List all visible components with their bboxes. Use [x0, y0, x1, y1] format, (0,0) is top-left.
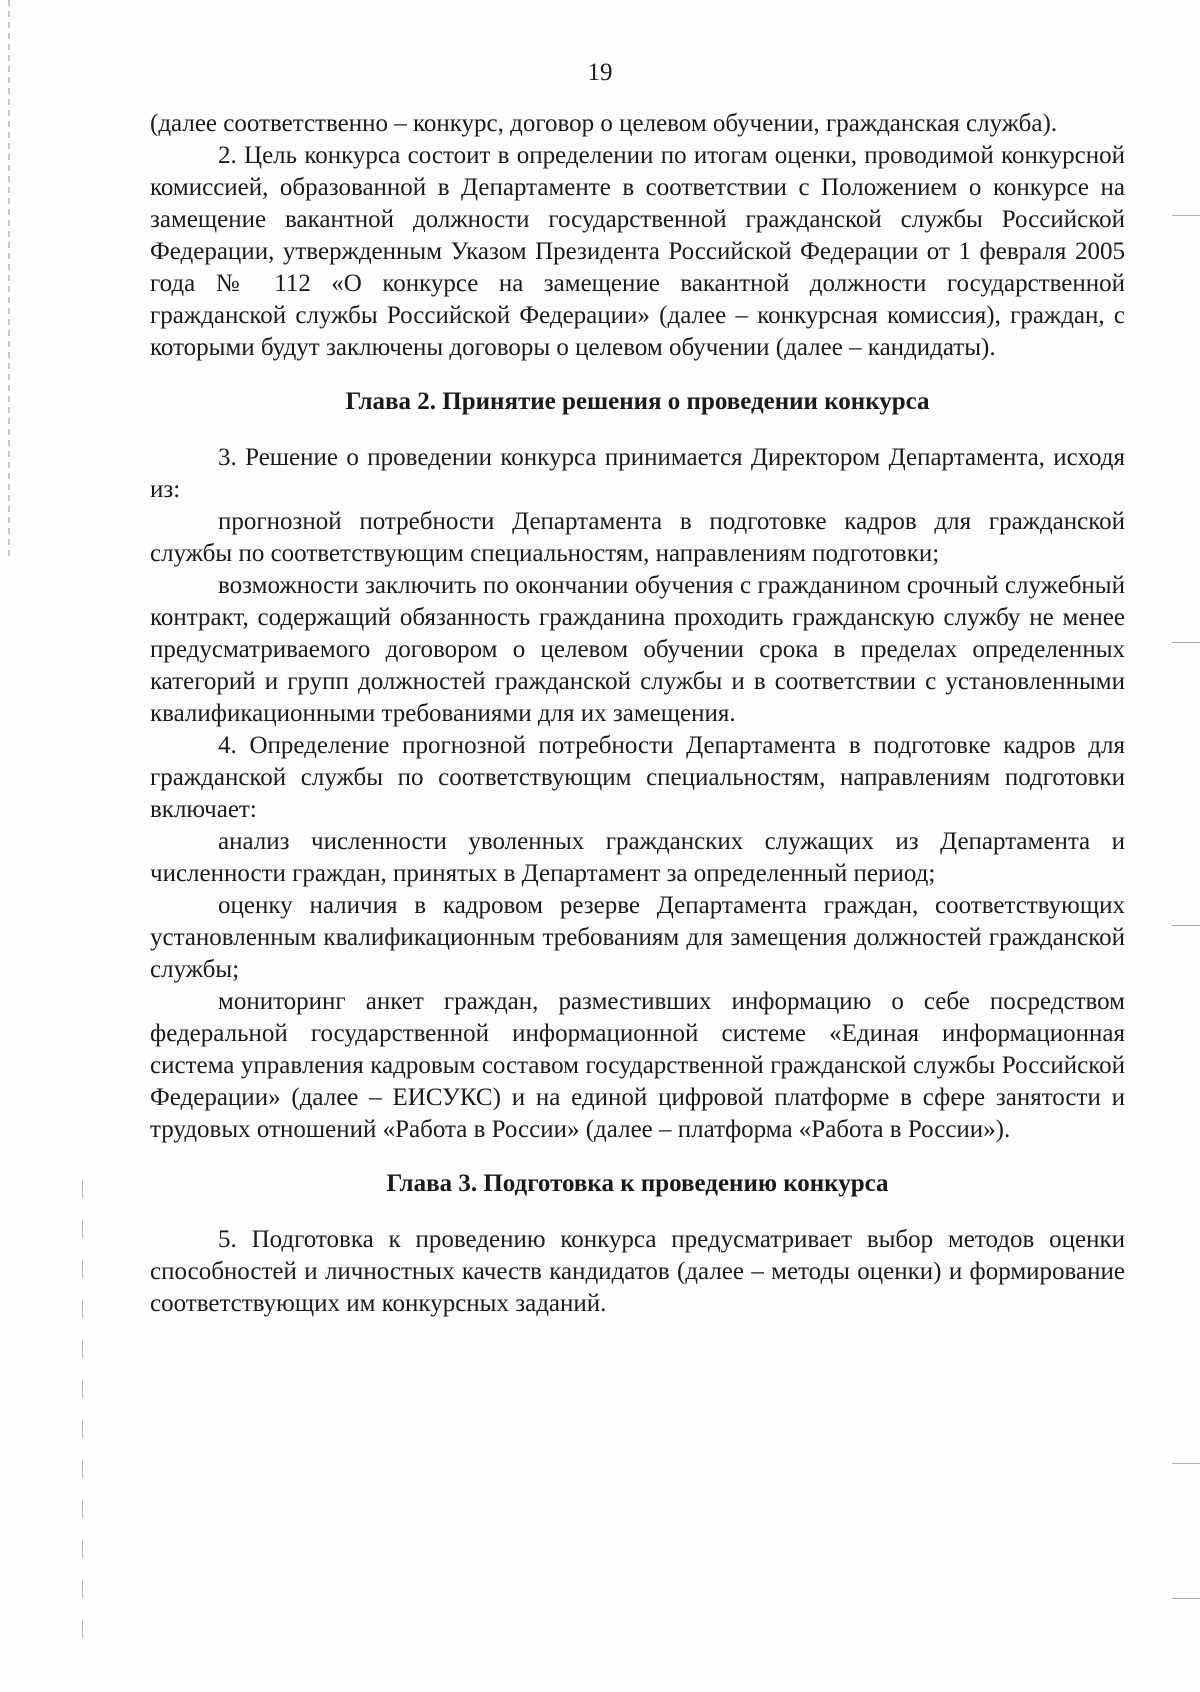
paragraph-4: 4. Определение прогнозной потребности Департамента в подготовке кадров для гражданской службы по соответствующим специальностям, направлениям подготовки включает: — [150, 732, 1125, 823]
paragraph-4-item-1: анализ численности уволенных гражданских служащих из Департамента и численности граждан, принятых в Департамент за определенный период; — [150, 828, 1125, 887]
paragraph-3-item-1: прогнозной потребности Департамента в подготовке кадров для гражданской службы по соответствующим специальностям, направлениям подготовки; — [150, 508, 1125, 567]
scan-artifact — [82, 1180, 83, 1660]
page-number: 19 — [587, 59, 613, 86]
paragraph-5: 5. Подготовка к проведению конкурса предусматривает выбор методов оценки способностей и личностных качеств кандидатов (далее – методы оценки) и формирование соответствующих им конкурсных заданий. — [150, 1226, 1125, 1317]
scan-artifact — [1172, 642, 1200, 643]
scan-artifact — [1172, 215, 1200, 216]
paragraph-4-item-3: мониторинг анкет граждан, разместивших информацию о себе посредством федеральной государственной информационной системе «Единая информационная система управления кадровым составом государственной гражданской службы Российской Федерации» (далее – ЕИСУКС) и на единой цифровой платформе в сфере занятости и трудовых отношений «Работа в России» (далее – платформа «Работа в России»). — [150, 988, 1125, 1143]
paragraph-3: 3. Решение о проведении конкурса принимается Директором Департамента, исходя из: — [150, 444, 1125, 503]
chapter-3-heading: Глава 3. Подготовка к проведению конкурса — [386, 1170, 889, 1197]
paragraph-intro-continuation: (далее соответственно – конкурс, договор о целевом обучении, гражданская служба). — [150, 110, 1058, 137]
paragraph-4-item-2: оценку наличия в кадровом резерве Департамента граждан, соответствующих установленным квалификационным требованиям для замещения должностей гражданской службы; — [150, 892, 1125, 983]
scan-artifact — [1172, 1463, 1200, 1464]
paragraph-3-item-2: возможности заключить по окончании обучения с гражданином срочный служебный контракт, содержащий обязанность гражданина проходить гражданскую службу не менее предусматриваемого договором о целевом обучении срока в пределах определенных категорий и групп должностей гражданской службы и в соответствии с установленными квалификационными требованиями для их замещения. — [150, 572, 1125, 727]
chapter-2-heading: Глава 2. Принятие решения о проведении конкурса — [345, 388, 930, 415]
paragraph-2: 2. Цель конкурса состоит в определении по итогам оценки, проводимой конкурсной комиссией, образованной в Департаменте в соответствии с Положением о конкурсе на замещение вакантной должности государственной гражданской службы Российской Федерации, утвержденным Указом Президента Российской Федерации от 1 февраля 2005 года № 112 «О конкурсе на замещение вакантной должности государственной гражданской службы Российской Федерации» (далее – конкурсная комиссия), граждан, с которыми будут заключены договоры о целевом обучении (далее – кандидаты). — [150, 142, 1125, 361]
document-body — [150, 108, 1125, 1320]
scan-artifact — [1172, 925, 1200, 926]
scan-artifact — [1172, 1598, 1200, 1599]
